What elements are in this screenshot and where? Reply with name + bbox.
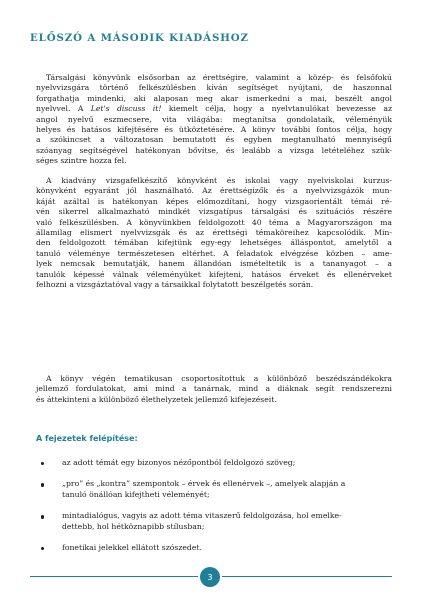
- paragraph-line: A könyv végén tematikusan csoportosítottuk a különböző beszédszándékokra: [46, 374, 392, 383]
- paragraph-line: tanuló véleménye természetesen eltérhet. A feladatok elvégzése közben – ame-: [36, 248, 392, 258]
- paragraph-line: államilag elismert nyelvvizsgák és az érettségi témaköreihez kapcsolódik. Min-: [36, 228, 392, 238]
- paragraph-line: felhozni a vizsgáztatóval vagy a társaikkal folytatott beszélgetés során.: [36, 280, 314, 290]
- paragraph-line: könyvként egyaránt jól használható. Az érettségizők és a nyelvvizsgázók mun-: [36, 186, 392, 196]
- paragraph-line: és áttekinteni a különböző élethelyzetek jellemző kifejezéseit.: [36, 394, 277, 404]
- paragraph-2: [36, 176, 392, 290]
- paragraph-1: [36, 73, 392, 167]
- paragraph-line: jellemző fordulatokat, ami mind a tanárnak, mind a diáknak segít rendszerezni: [36, 384, 392, 394]
- paragraph-line: helyes és hatásos kifejtésére és ütköztetésére. A könyv további fontos célja, hogy: [36, 125, 392, 135]
- bullet-icon: [41, 547, 44, 550]
- paragraph-line: tanulók képessé válnak véleményüket kifejteni, hatásos érveket és ellenérveket: [36, 269, 392, 279]
- paragraph-line: a szókincset a változatosan bemutatott és egyben megtanulható mennyiségű: [36, 135, 392, 145]
- paragraph-line: forgathatja mindenki, aki alaposan meg akar ismerkedni a mai, beszélt angol: [36, 93, 392, 103]
- paragraph-line: angol nyelvű eszmecsere, vita világába: megtanítsa gondolataik, véleményük: [36, 114, 392, 124]
- paragraph-3: [36, 374, 392, 405]
- paragraph-line: vén sikerrel alkalmazható mindkét vizsgatípus társalgási és szituációs részére: [36, 207, 392, 217]
- paragraph-line: való felkészülésben. A könyvünkben feldolgozott 40 téma a Magyarországon ma: [36, 217, 392, 227]
- footer-divider-left: [30, 576, 198, 577]
- list-item: mintadialógus, vagyis az adott téma vitaszerű feldolgozása, hol emelke- dettebb, hol hétköznapibb stílusban;: [36, 511, 392, 532]
- list-item: fonetikai jelekkel ellátott szószedet.: [36, 543, 392, 553]
- bullet-icon: [41, 515, 44, 518]
- paragraph-line: szóanyag segítségével hatékonyan bővítse, és lealább a vizsga letételéhez szük-: [36, 145, 392, 155]
- paragraph-line: den feldolgozott témában kifejtünk egy-egy lehetséges álláspontot, amelytől a: [36, 238, 392, 248]
- paragraph-line: lyek nemcsak bemutatják, hanem állandóan ismételtetik is a tananyagot – a: [36, 259, 392, 269]
- bullet-icon: [41, 483, 44, 486]
- section-heading: A fejezetek felépítése:: [36, 434, 138, 443]
- paragraph-line: séges szintre hozza fel.: [36, 156, 127, 166]
- paragraph-line: nyelvvizsgára történő felkészülésben kíván segítséget nyújtani, de haszonnal: [36, 83, 392, 93]
- paragraph-line: nyelvvel. A Let's discuss it! kiemelt célja, hogy a nyelvtanulókat bevezesse az: [36, 104, 392, 114]
- footer-divider-right: [222, 576, 392, 577]
- paragraph-line: káját azáltal is hatékonyan képes előmozdítani, hogy vizsgaorientált témái ré-: [36, 196, 392, 206]
- list-item: az adott témát egy bizonyos nézőpontból feldolgozó szöveg;: [36, 458, 392, 468]
- list-item: „pro” és „kontra” szempontok – érvek és ellenérvek –, amelyek alapján a tanuló önállóan kifejtheti véleményét;: [36, 479, 392, 500]
- structure-list: [36, 458, 392, 564]
- page-number: 3: [200, 567, 220, 587]
- page-title: ELŐSZÓ A MÁSODIK KIADÁSHOZ: [30, 32, 249, 44]
- paragraph-line: A kiadvány vizsgafelkészítő könyvként és iskolai vagy nyelviskolai kurzus-: [46, 176, 392, 185]
- paragraph-line: Társalgási könyvünk elsősorban az érettségire, valamint a közép- és felsőfokú: [46, 73, 392, 82]
- bullet-icon: [41, 462, 44, 465]
